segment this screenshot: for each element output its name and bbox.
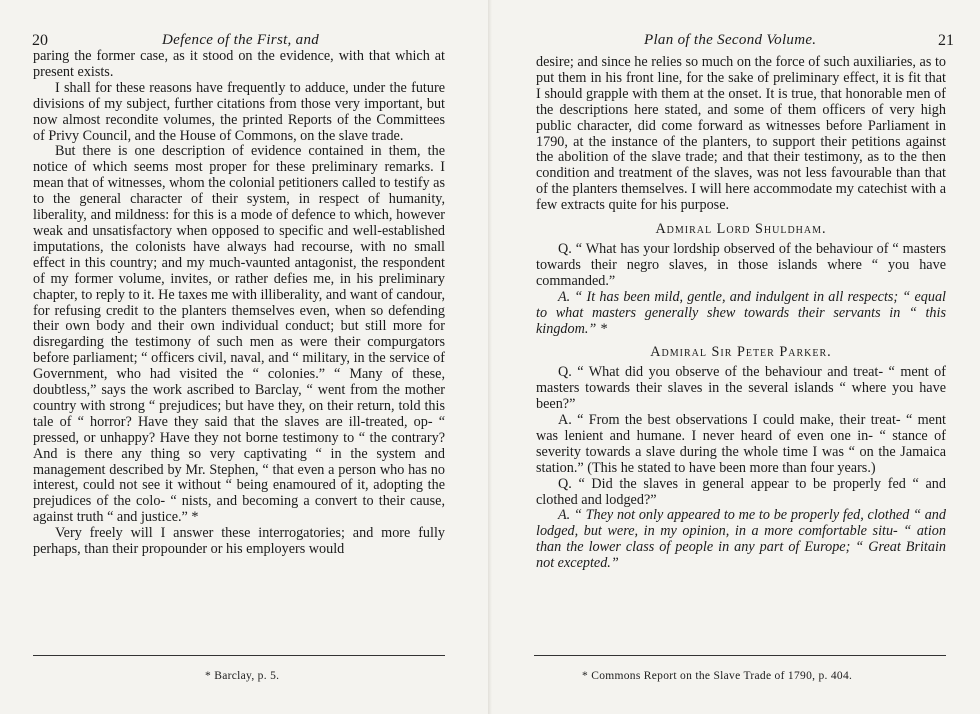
footnote: * Barclay, p. 5. bbox=[205, 670, 280, 682]
paragraph: But there is one description of evidence contained in them, the notice of which seems most proper for these preliminary remarks. I mean that of witnesses, whom the colonial petitioners called to testify as to the general character of their system, in respect of humanity, liberality, and mildness: for this is a mode of defence to which, however weak and unsatisfactory when opposed to specific and well-established imputations, the colonists have always had recourse, with no small effect in this country; and my much-vaunted antagonist, the respondent of my former volume, invites, or rather defies me, in his preliminary chapter, to reply to it. He taxes me with illiberality, and want of candour, for refusing credit to the planters themselves even, when so defending their own body and their own individual conduct; but still more for disregarding the testimony of such men as were their compurgators before parliament; “ officers civil, naval, and “ military, in the service of Government, who had visited the “ colonies.” “ Many of these, doubtless,” says the work ascribed to Barclay, “ went from the mother country with strong “ prejudices; but have they, on their return, told this tale of “ horror? Have they said that the slaves are ill-treated, op- “ pressed, or unhappy? Have they not borne testimony to “ the contrary? And is there any thing so very captivating “ in the system and management described by Mr. Stephen, “ that even a person who has no interest, could not see it without “ being enamoured of it, adopting the prejudices of the colo- “ nists, and becoming a convert to their cause, against truth “ and justice.” * bbox=[33, 143, 446, 526]
page-body bbox=[536, 55, 946, 572]
footnote-rule bbox=[534, 655, 946, 656]
question: Q. “ Did the slaves in general appear to be properly fed “ and clothed and lodged?” bbox=[536, 475, 946, 508]
right-page bbox=[490, 0, 980, 714]
paragraph: desire; and since he relies so much on the force of such auxiliaries, as to put them in his front line, for the sake of preliminary effect, it is fit that I should grapple with them at the onset. It is true, that honorable men of the descriptions here stated, and some of them officers of very high public character, did come forward as witnesses before Parliament in 1790, at the instance of the planters, to support their petitions against the abolition of the slave trade; and that their testimony, as to the then condition and treatment of the slaves, was not less favourable than that of the planters themselves. I will here accommodate my catechist with a few extracts quite for his purpose. bbox=[536, 54, 946, 214]
answer bbox=[536, 508, 946, 572]
page-number: 21 bbox=[938, 32, 954, 49]
running-title: Plan of the Second Volume. bbox=[644, 32, 817, 48]
paragraph: paring the former case, as it stood on the evidence, with that which at present exists. bbox=[33, 48, 445, 80]
answer-text: A. “ It has been mild, gentle, and indulgent in all respects; “ equal to what masters generally shew towards their servants in “ this kingdom.” * bbox=[536, 288, 946, 337]
answer-text: A. “ They not only appeared to me to be properly fed, clothed “ and lodged, but were, in my opinion, in a more comfortable situ- “ ation than the lower class of people in any part of Europe; “ Great Britain not excepted.” bbox=[536, 507, 946, 572]
footnote-rule bbox=[33, 655, 445, 656]
running-title: Defence of the First, and bbox=[162, 32, 320, 48]
page-number: 20 bbox=[32, 32, 48, 49]
running-head bbox=[534, 32, 954, 52]
question: Q. “ What has your lordship observed of the behaviour of “ masters towards their negro slaves, in those islands where “ you have commanded.” bbox=[536, 240, 946, 289]
footnote: * Commons Report on the Slave Trade of 1790, p. 404. bbox=[582, 670, 853, 682]
section-heading: Admiral Lord Shuldham. bbox=[655, 221, 827, 238]
answer: A. “ From the best observations I could make, their treat- “ ment was lenient and humane. I never heard of even one in- “ stance of severity towards a slave during the whole time I was “ on the Jamaica station.” (This he stated to have been more than four years.) bbox=[536, 412, 946, 476]
answer bbox=[536, 290, 946, 338]
page-body bbox=[33, 49, 445, 558]
question: Q. “ What did you observe of the behaviour and treat- “ ment of masters towards their slaves in the several islands “ where you have been?” bbox=[536, 364, 946, 413]
paragraph: I shall for these reasons have frequently to adduce, under the future divisions of my subject, further citations from those very important, but now almost recondite volumes, the printed Reports of the Committees of Privy Council, and the House of Commons, on the slave trade. bbox=[33, 79, 445, 144]
paragraph: Very freely will I answer these interrogatories; and more fully perhaps, than their propounder or his employers would bbox=[33, 525, 445, 558]
section-heading: Admiral Sir Peter Parker. bbox=[650, 344, 832, 361]
